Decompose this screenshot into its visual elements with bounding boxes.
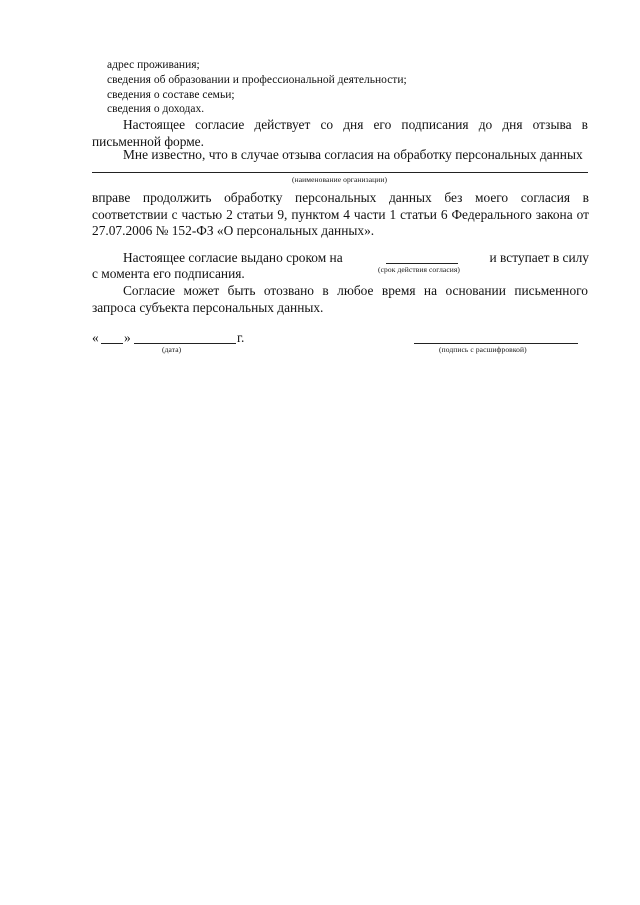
date-month-year-field[interactable]	[134, 343, 236, 344]
term-text-b: и вступает в силу	[489, 250, 589, 265]
continue-text: вправе продолжить обработку персональных данных без моего согласия в соответствии с частью 2 статьи 9, пунктом 4 части 1 статьи 6 Федерального закона от 27.07.2006 № 152-ФЗ «О персональных данных».	[92, 190, 589, 238]
date-year-suffix: г.	[237, 330, 245, 345]
signature-caption: (подпись с расшифровкой)	[439, 345, 527, 354]
term-text-c: с момента его подписания.	[92, 266, 245, 281]
organization-caption: (наименование организации)	[292, 175, 388, 184]
list-item-income: сведения о доходах.	[107, 103, 205, 115]
date-day-field[interactable]	[101, 343, 123, 344]
term-text-a: Настоящее согласие выдано сроком на	[123, 250, 343, 265]
revoke-text: Согласие может быть отозвано в любое время на основании письменного запроса субъекта персональных данных.	[92, 283, 588, 315]
continue-processing-paragraph	[92, 190, 589, 240]
awareness-paragraph	[92, 147, 588, 164]
signature-field[interactable]	[414, 343, 578, 344]
validity-text: Настоящее согласие действует со дня его подписания до дня отзыва в письменной форме.	[92, 117, 588, 149]
list-item-education: сведения об образовании и профессиональной деятельности;	[107, 74, 407, 86]
organization-name-field[interactable]	[92, 172, 588, 173]
validity-paragraph	[92, 117, 588, 150]
date-close-quote: »	[124, 330, 131, 345]
awareness-text: Мне известно, что в случае отзыва согласия на обработку персональных данных	[123, 147, 583, 162]
list-item-address: адрес проживания;	[107, 59, 200, 71]
list-item-family: сведения о составе семьи;	[107, 89, 235, 101]
term-caption: (срок действия согласия)	[378, 265, 461, 274]
term-field[interactable]	[386, 263, 458, 264]
date-caption: (дата)	[162, 345, 182, 354]
revoke-paragraph	[92, 283, 588, 316]
date-open-quote: «	[92, 330, 99, 345]
